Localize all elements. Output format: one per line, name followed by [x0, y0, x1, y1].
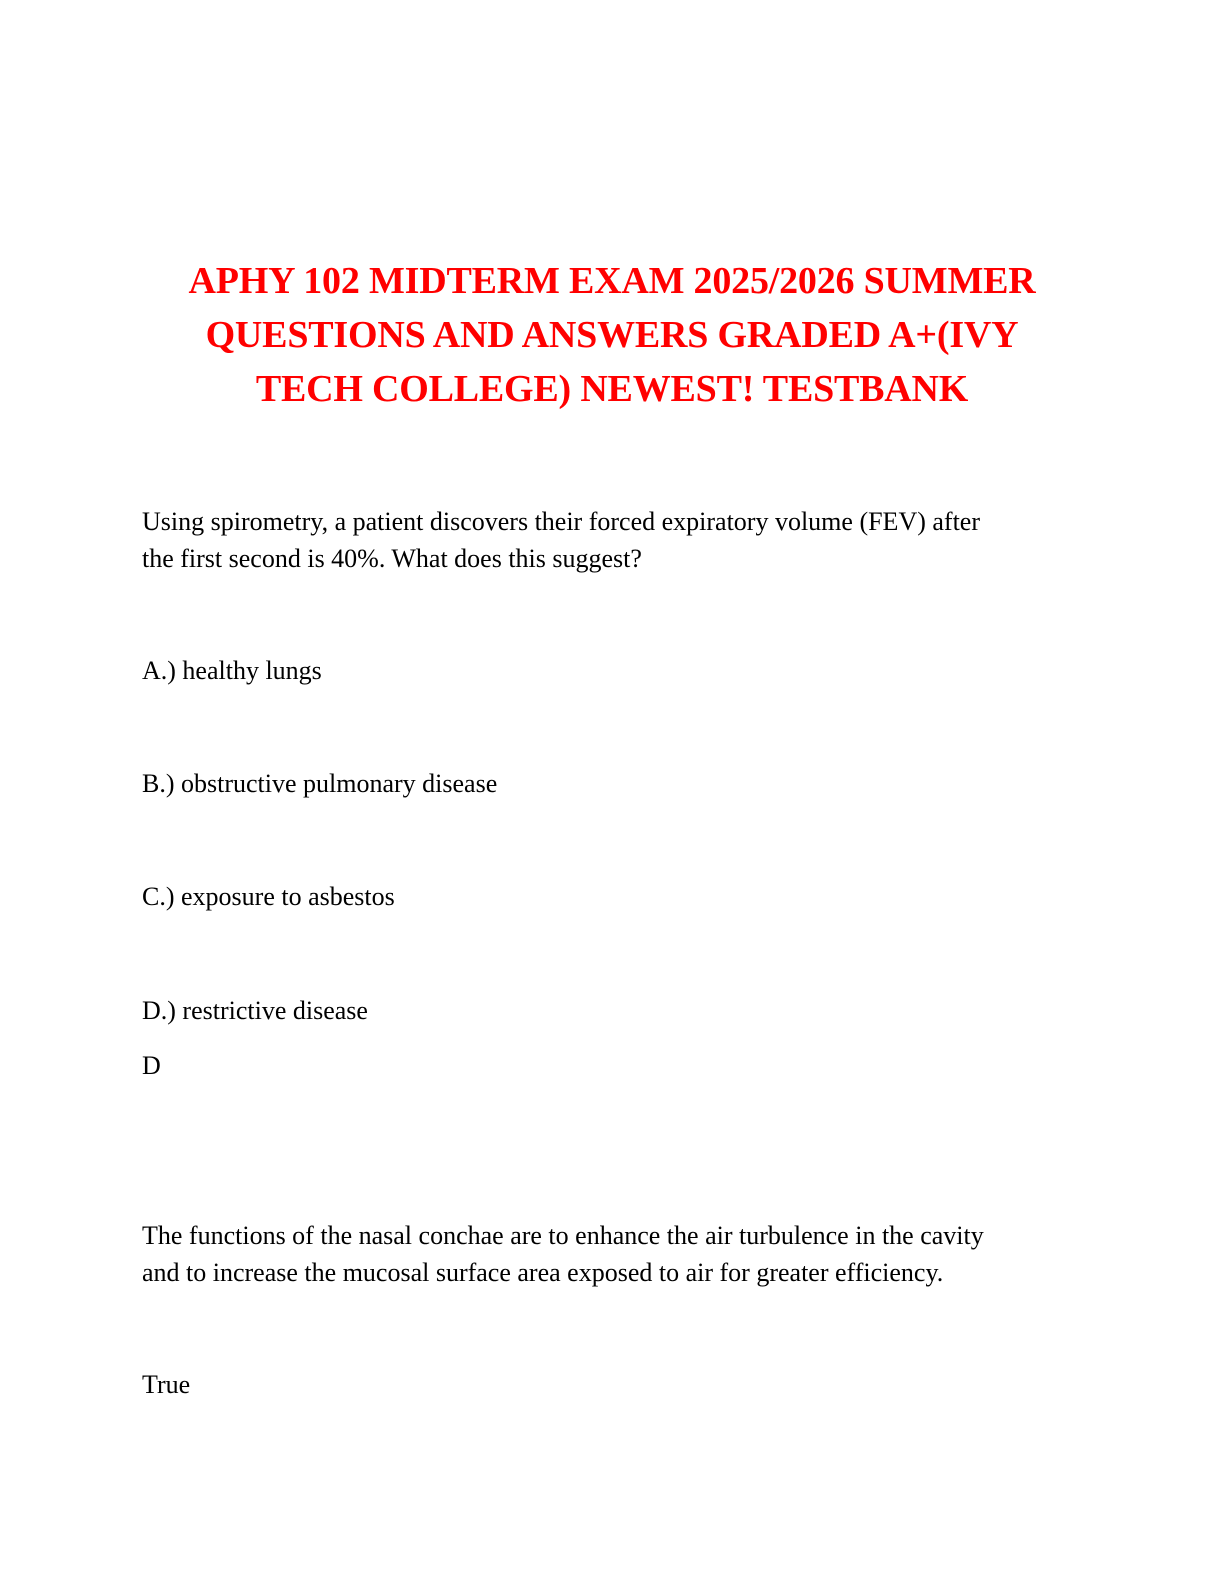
question-2-stem-line: and to increase the mucosal surface area exposed to air for greater efficiency.	[142, 1258, 944, 1287]
title-line: TECH COLLEGE) NEWEST! TESTBANK	[255, 368, 969, 410]
question-2-stem-line: The functions of the nasal conchae are to enhance the air turbulence in the cavity	[142, 1221, 984, 1250]
question-1-option-b: B.) obstructive pulmonary disease	[142, 769, 498, 798]
question-2-stem	[142, 1217, 984, 1291]
question-1-option-d: D.) restrictive disease	[142, 996, 368, 1025]
question-1-option-a: A.) healthy lungs	[142, 656, 322, 685]
document-title	[130, 254, 1094, 416]
question-1-stem-line: the first second is 40%. What does this suggest?	[142, 544, 642, 573]
question-1-option-c: C.) exposure to asbestos	[142, 882, 395, 911]
title-line: APHY 102 MIDTERM EXAM 2025/2026 SUMMER	[188, 260, 1036, 302]
question-1-stem-line: Using spirometry, a patient discovers their forced expiratory volume (FEV) after	[142, 507, 980, 536]
question-1-answer: D	[142, 1051, 161, 1080]
question-1-stem	[142, 503, 980, 577]
question-2-answer: True	[142, 1370, 191, 1399]
title-line: QUESTIONS AND ANSWERS GRADED A+(IVY	[205, 314, 1019, 356]
